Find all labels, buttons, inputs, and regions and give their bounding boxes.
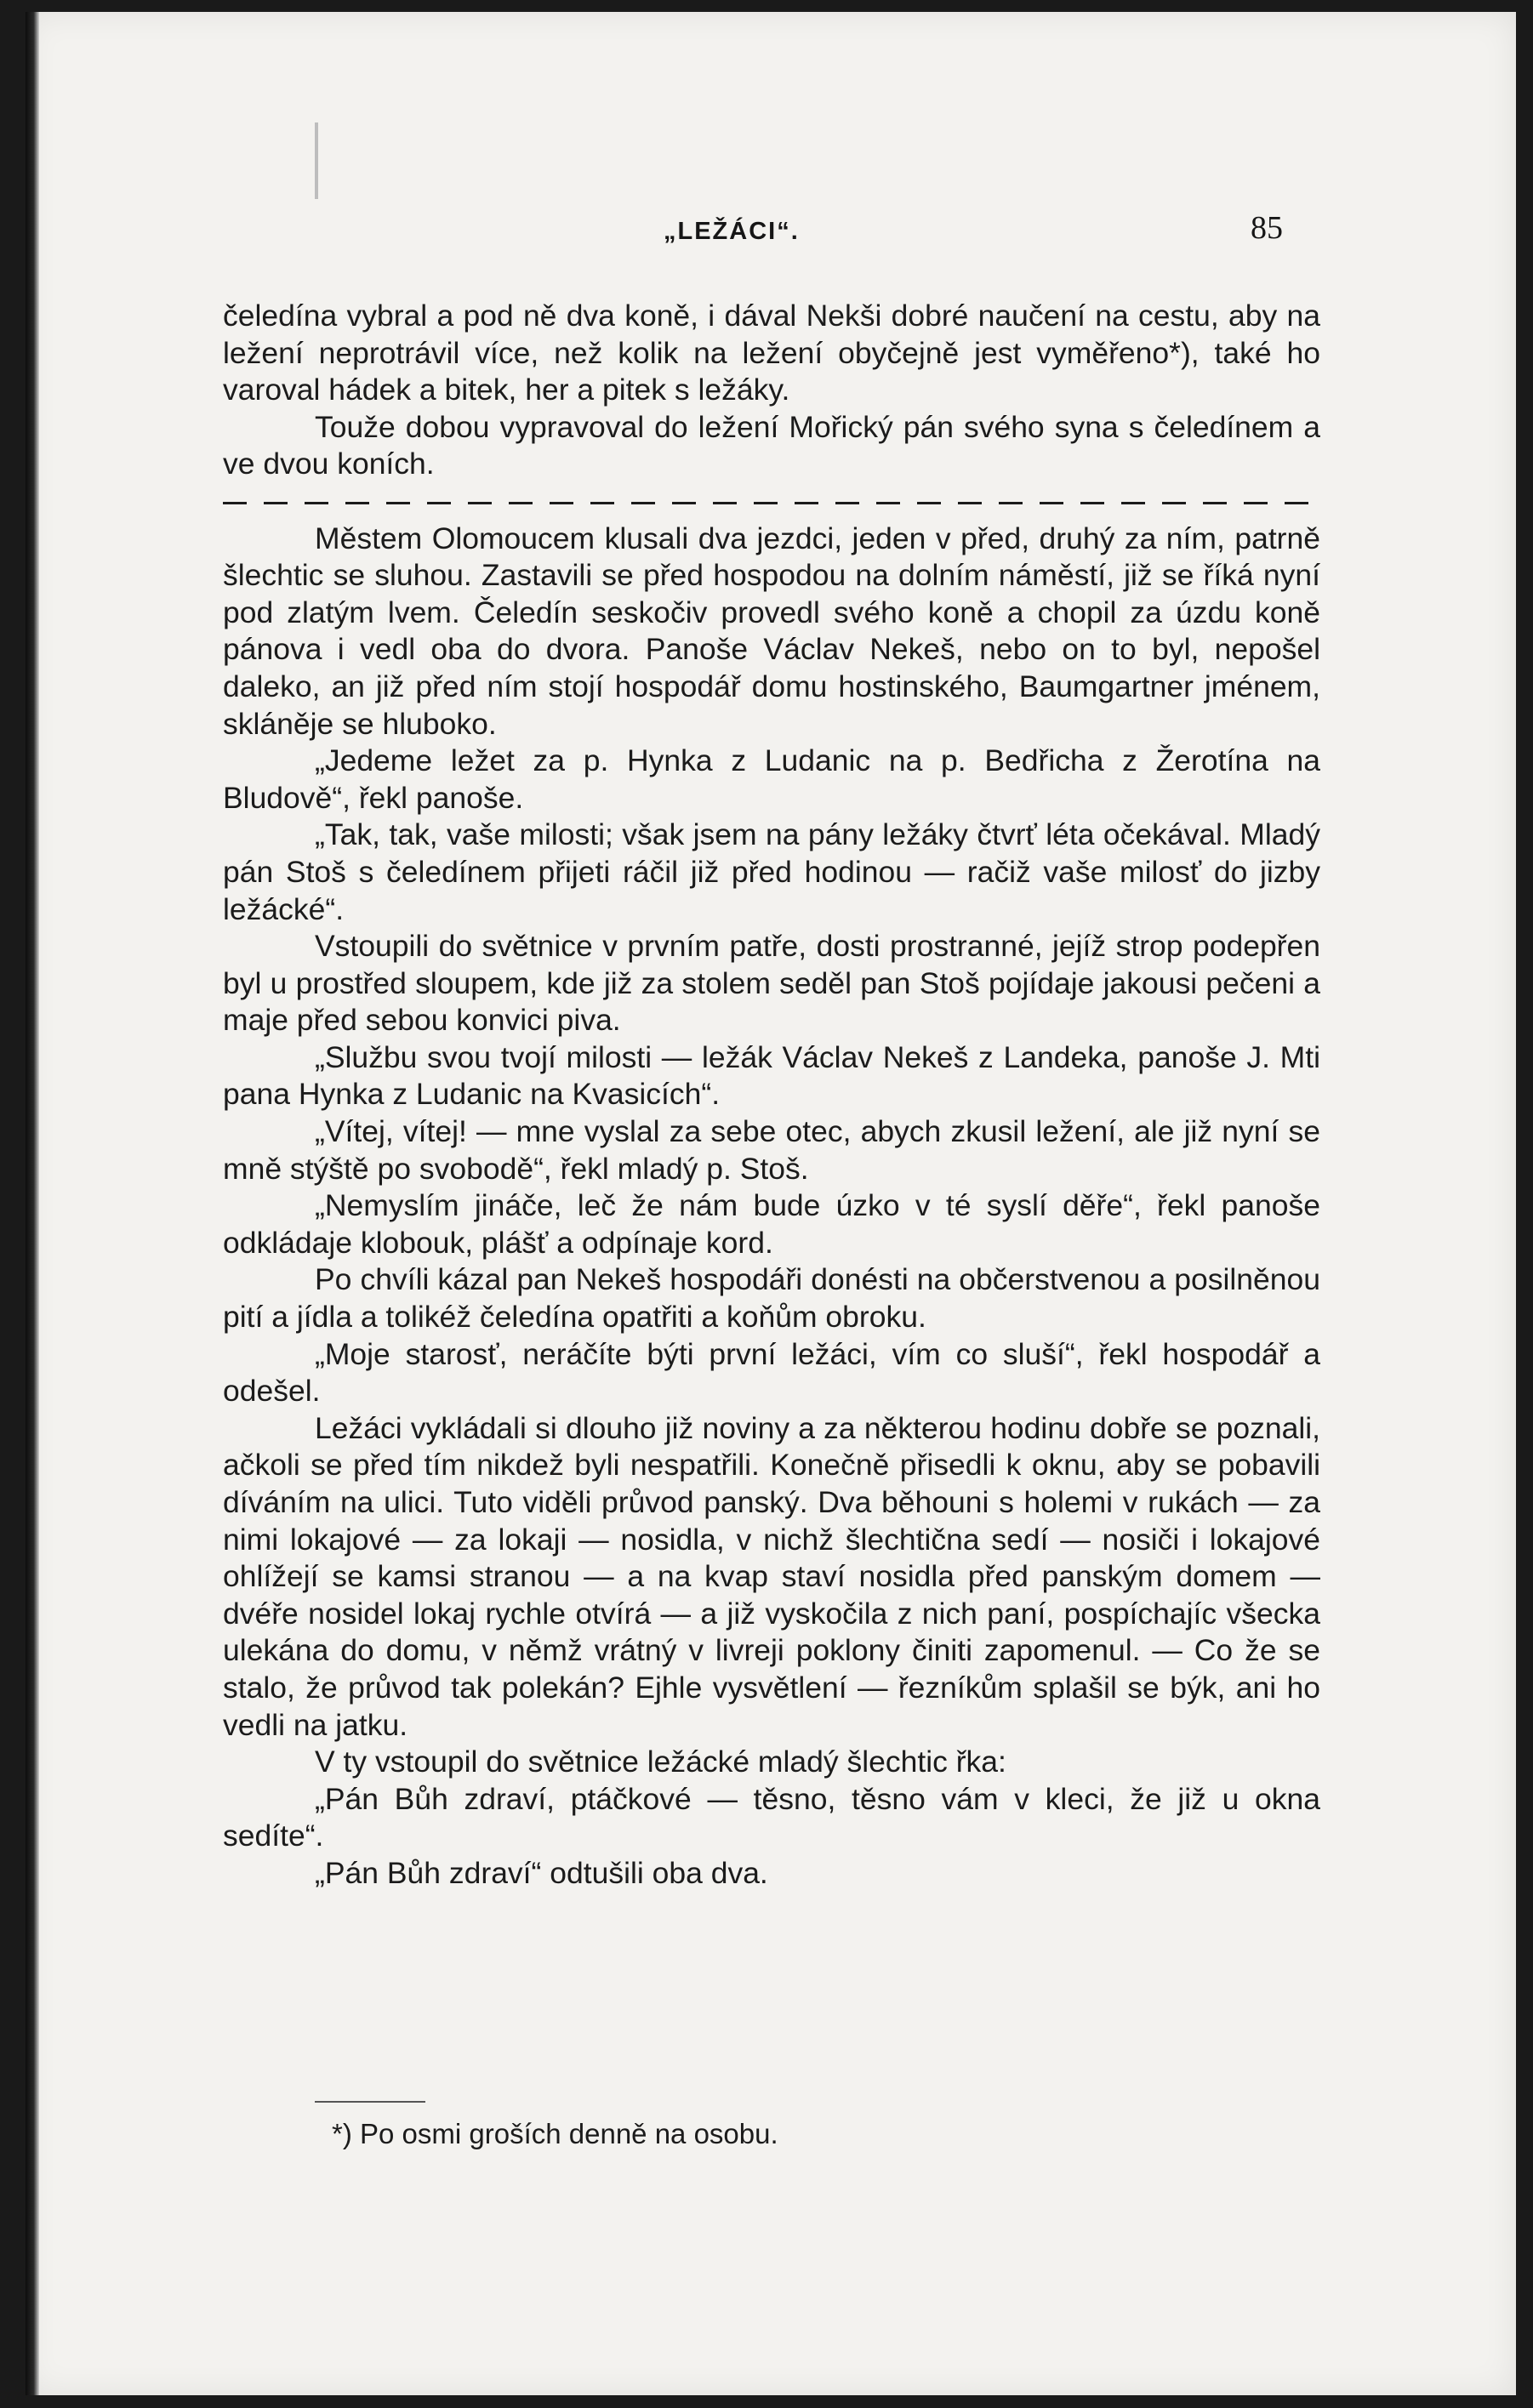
paragraph: „Pán Bůh zdraví, ptáčkové — těsno, těsno vám v kleci, že již u okna sedíte“. <box>223 1781 1320 1853</box>
book-page <box>26 12 1516 2395</box>
footnote: *) Po osmi groších denně na osobu. <box>332 2118 778 2149</box>
paragraph: Touže dobou vypravoval do ležení Mořický pán svého syna s čeledínem a ve dvou koních. <box>223 409 1320 481</box>
paragraph: „Moje starosť, neráčíte býti první ležáci, vím co sluší“, řekl hospodář a odešel. <box>223 1336 1320 1409</box>
paragraph: „Tak, tak, vaše milosti; však jsem na pány ležáky čtvrť léta očekával. Mladý pán Stoš s čeledínem přijeti ráčil již před hodinou — račiž vaše milosť do jizby ležácké“. <box>223 817 1320 926</box>
paragraph: Po chvíli kázal pan Nekeš hospodáři donésti na občerstvenou a posilněnou pití a jídla a tolikéž čeledína opatřiti a koňům obroku. <box>223 1262 1320 1335</box>
paragraph: Ležáci vykládali si dlouho již noviny a za některou hodinu dobře se poznali, ačkoli se před tím nikdež byli nespatřili. Konečně přisedli k oknu, aby se pobavili díváním na ulici. Tuto viděli průvod panský. Dva běhouni s holemi v rukách — za nimi lokajové — za lokaji — nosidla, v nichž šlechtična sedí — nosiči i lokajové ohlížejí se kamsi stranou — a na kvap staví nosidla před panským domem — dvéře nosidel lokaj rychle otvírá — a již vyskočila z nich paní, pospíchajíc všecka ulekána do domu, v němž vrátný v livreji poklony činiti zapomenul. — Co že se stalo, že průvod tak polekán? Ejhle vysvětlení — řezníkům splašil se býk, ani ho vedli na jatku. <box>223 1410 1320 1742</box>
paragraph: „Nemyslím jináče, leč že nám bude úzko v té syslí děře“, řekl panoše odkládaje klobouk, plášť a odpínaje kord. <box>223 1188 1320 1260</box>
running-title: „LEŽÁCI“. <box>664 218 800 245</box>
body-text <box>223 298 1320 1893</box>
margin-mark <box>315 122 318 199</box>
paragraph: čeledína vybral a pod ně dva koně, i dával Nekši dobré naučení na cestu, aby na ležení neprotrávil více, než kolik na ležení obyčejně jest vyměřeno*), také ho varoval hádek a bitek, her a pitek s ležáky. <box>223 299 1320 407</box>
paragraph: Vstoupili do světnice v prvním patře, dosti prostranné, jejíž strop podepřen byl u prostřed sloupem, kde již za stolem seděl pan Stoš pojídaje jakousi pečeni a maje před sebou konvici piva. <box>223 929 1320 1038</box>
paragraph: „Službu svou tvojí milosti — ležák Václav Nekeš z Landeka, panoše J. Mti pana Hynka z Ludanic na Kvasicích“. <box>223 1039 1320 1112</box>
paragraph: „Jedeme ležet za p. Hynka z Ludanic na p. Bedřicha z Žerotína na Bludově“, řekl panoše. <box>223 743 1320 815</box>
page-spine-shadow <box>26 12 39 2395</box>
paragraph: „Vítej, vítej! — mne vyslal za sebe otec, abych zkusil ležení, ale již nyní se mně stýště po svobodě“, řekl mladý p. Stoš. <box>223 1114 1320 1186</box>
dashed-separator <box>223 502 1320 504</box>
paragraph: „Pán Bůh zdraví“ odtušili oba dva. <box>315 1855 768 1890</box>
paragraph: Městem Olomoucem klusali dva jezdci, jeden v před, druhý za ním, patrně šlechtic se sluhou. Zastavili se před hospodou na dolním náměstí, již se říká nyní pod zlatým lvem. Čeledín seskočiv provedl svého koně a chopil za úzdu koně pánova i vedl oba do dvora. Panoše Václav Nekeš, nebo on to byl, nepošel daleko, an již před ním stojí hospodář domu hostinského, Baumgartner jménem, skláněje se hluboko. <box>223 521 1320 741</box>
paragraph: V ty vstoupil do světnice ležácké mladý šlechtic řka: <box>315 1745 1006 1779</box>
section-break <box>223 483 1320 521</box>
footnote-rule <box>315 2101 425 2103</box>
page-number: 85 <box>1251 210 1283 246</box>
page-header <box>26 209 1516 260</box>
